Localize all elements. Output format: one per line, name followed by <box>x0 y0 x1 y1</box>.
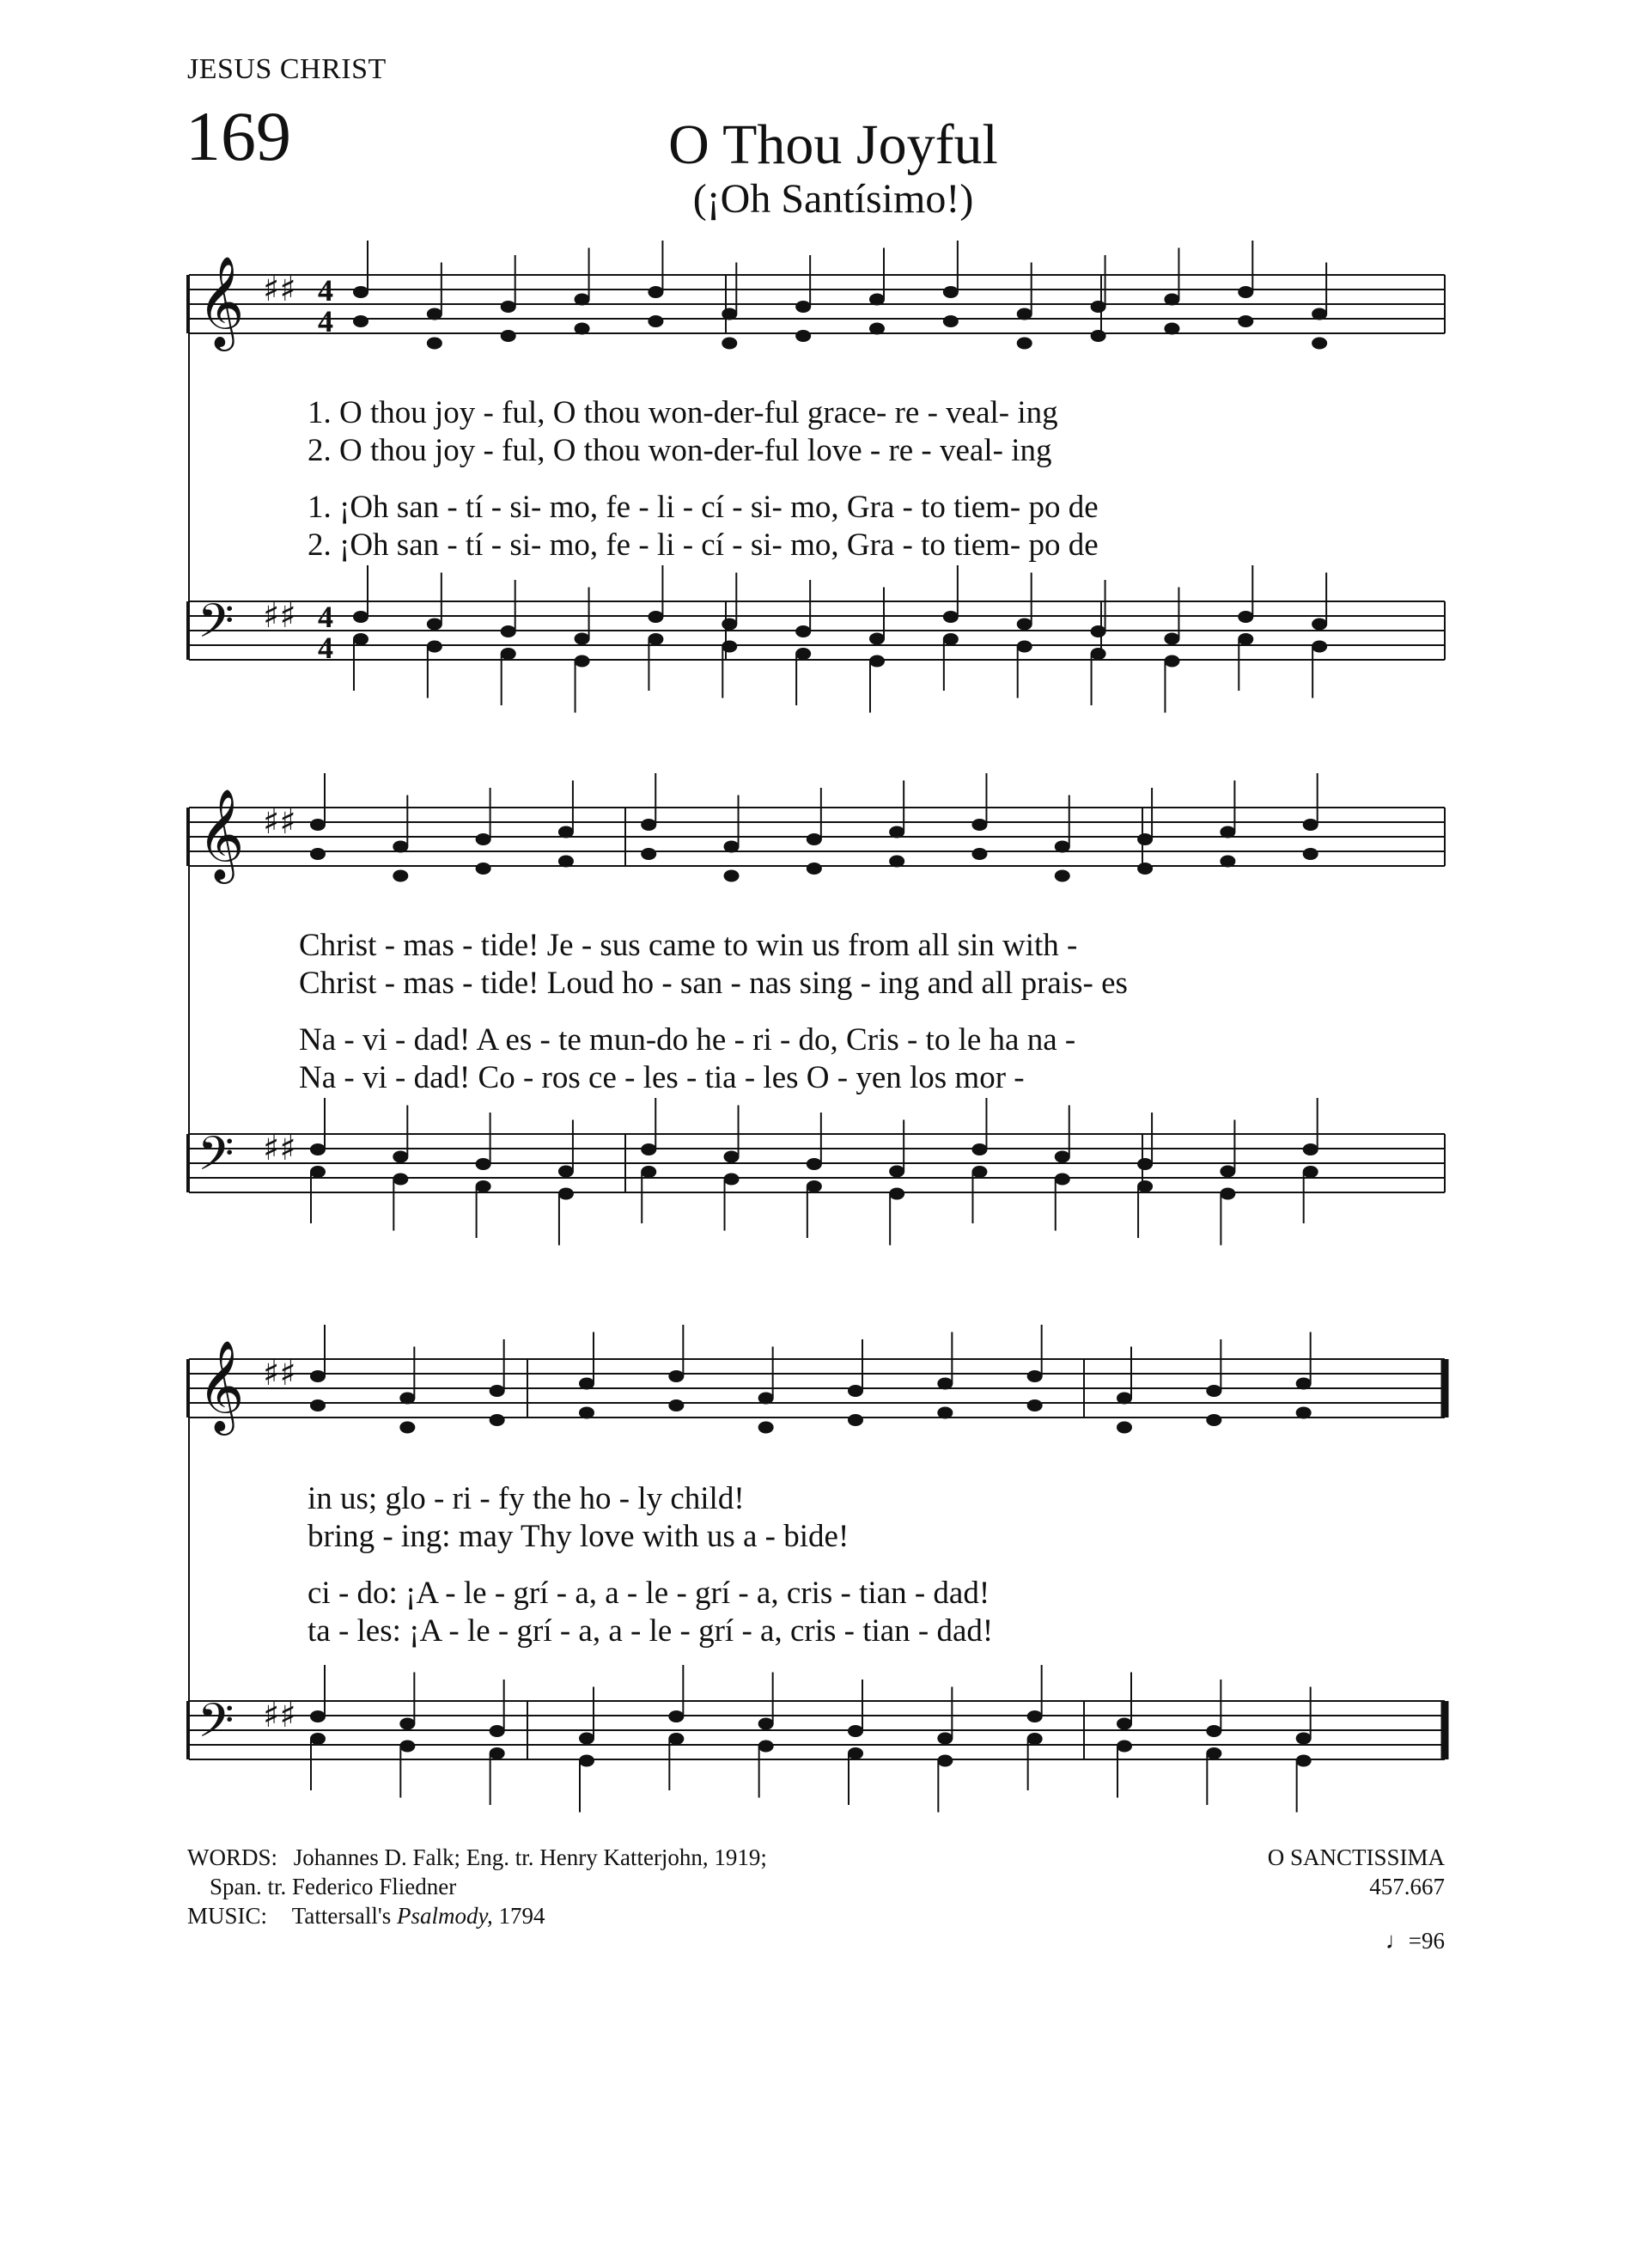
note-head <box>490 1725 505 1737</box>
treble-clef-icon: 𝄞 <box>198 788 245 880</box>
note-head <box>353 286 368 298</box>
note-head <box>1055 841 1070 853</box>
note-head <box>1117 1422 1132 1434</box>
note-head <box>668 1710 684 1722</box>
note-head <box>579 1733 594 1745</box>
note-head <box>971 1143 987 1155</box>
note-head <box>648 315 663 327</box>
note-head <box>807 833 822 845</box>
note-head <box>848 1747 863 1759</box>
note-head <box>937 1407 953 1419</box>
note-head <box>1091 301 1106 313</box>
lyric-line-english-3: Christ - mas - tide! Je - sus came to win us from all sin with - <box>299 928 1078 963</box>
note-head <box>1296 1733 1312 1745</box>
note-head <box>869 294 885 306</box>
note-head <box>869 633 885 645</box>
key-signature-icon: ♯♯ <box>263 1696 296 1735</box>
time-signature: 4 <box>318 600 333 634</box>
note-head <box>722 641 737 653</box>
note-head <box>1055 1174 1070 1186</box>
note-head <box>1238 611 1253 623</box>
treble-clef-icon: 𝄞 <box>198 1339 245 1431</box>
note-head <box>501 648 516 660</box>
note-head <box>310 1166 326 1178</box>
note-head <box>807 1180 822 1192</box>
note-head <box>399 1393 415 1405</box>
note-head <box>869 323 885 335</box>
note-head <box>869 655 885 668</box>
hymn-subtitle: (¡Oh Santísimo!) <box>692 176 974 222</box>
note-head <box>1164 655 1179 668</box>
key-signature-icon: ♯♯ <box>263 596 296 636</box>
note-head <box>795 301 811 313</box>
note-head <box>575 294 590 306</box>
note-head <box>393 1174 408 1186</box>
note-head <box>943 315 959 327</box>
note-head <box>476 863 491 875</box>
note-head <box>558 1188 574 1200</box>
note-head <box>641 819 656 831</box>
note-head <box>668 1399 684 1411</box>
note-head <box>724 870 740 882</box>
note-head <box>399 1741 415 1753</box>
note-head <box>795 648 811 660</box>
note-head <box>722 338 737 350</box>
note-head <box>310 1370 326 1382</box>
note-head <box>758 1718 774 1730</box>
note-head <box>575 323 590 335</box>
tune-name: O SANCTISSIMA <box>1267 1844 1445 1870</box>
lyric-line-english-5: in us; glo - ri - fy the ho - ly child! <box>308 1481 745 1516</box>
note-head <box>1137 1158 1153 1170</box>
note-head <box>558 1166 574 1178</box>
note-head <box>1137 863 1153 875</box>
note-head <box>1312 641 1327 653</box>
note-head <box>1303 819 1318 831</box>
note-head <box>668 1370 684 1382</box>
note-head <box>807 1158 822 1170</box>
note-head <box>937 1378 953 1390</box>
note-head <box>501 301 516 313</box>
note-head <box>1091 330 1106 342</box>
note-head <box>1137 833 1153 845</box>
note-head <box>971 848 987 860</box>
note-head <box>310 1399 326 1411</box>
note-head <box>758 1393 774 1405</box>
note-head <box>848 1725 863 1737</box>
note-head <box>1164 633 1179 645</box>
note-head <box>1027 1710 1043 1722</box>
note-head <box>1220 1188 1235 1200</box>
note-head <box>1027 1733 1043 1745</box>
note-head <box>476 833 491 845</box>
bass-clef-icon: 𝄢 <box>198 594 234 660</box>
note-head <box>427 641 442 653</box>
note-head <box>1312 308 1327 320</box>
key-signature-icon: ♯♯ <box>263 802 296 842</box>
note-head <box>575 655 590 668</box>
note-head <box>1117 1741 1132 1753</box>
note-head <box>1220 1166 1235 1178</box>
note-head <box>1303 848 1318 860</box>
music-credit-title: Psalmody, <box>396 1903 493 1929</box>
note-head <box>558 856 574 868</box>
note-head <box>1206 1747 1221 1759</box>
treble-clef-icon: 𝄞 <box>198 255 245 347</box>
words-credit-line2: Span. tr. Federico Fliedner <box>210 1874 457 1899</box>
tempo-value: =96 <box>1408 1928 1445 1954</box>
note-head <box>795 625 811 637</box>
lyric-line-spanish-2: 2. ¡Oh san - tí - si- mo, fe - li - cí - si- mo, Gra - to tiem- po de <box>308 527 1099 563</box>
note-head <box>848 1385 863 1397</box>
note-head <box>1312 619 1327 631</box>
note-head <box>575 633 590 645</box>
lyric-line-english-1: 1. O thou joy - ful, O thou won-der-ful grace- re - veal- ing <box>308 395 1058 430</box>
note-head <box>1220 856 1235 868</box>
note-head <box>310 1143 326 1155</box>
key-signature-icon: ♯♯ <box>263 1354 296 1393</box>
note-head <box>1017 641 1032 653</box>
note-head <box>943 286 959 298</box>
note-head <box>641 848 656 860</box>
lyric-line-english-4: Christ - mas - tide! Loud ho - san - nas sing - ing and all prais- es <box>299 966 1128 1001</box>
note-head <box>393 841 408 853</box>
note-head <box>889 826 904 838</box>
note-head <box>848 1414 863 1426</box>
note-head <box>579 1755 594 1767</box>
words-label: WORDS: <box>187 1844 278 1870</box>
time-signature: 4 <box>318 273 333 308</box>
note-head <box>668 1733 684 1745</box>
note-head <box>722 619 737 631</box>
meter: 457.667 <box>1369 1874 1445 1899</box>
quarter-note-icon: ♩ <box>1385 1928 1409 1954</box>
note-head <box>1220 826 1235 838</box>
note-head <box>579 1407 594 1419</box>
note-head <box>1164 294 1179 306</box>
note-head <box>641 1143 656 1155</box>
tempo-marking <box>1374 1928 1445 1954</box>
note-head <box>641 1166 656 1178</box>
lyric-line-spanish-1: 1. ¡Oh san - tí - si- mo, fe - li - cí - si- mo, Gra - to tiem- po de <box>308 490 1099 525</box>
note-head <box>971 1166 987 1178</box>
note-head <box>1238 315 1253 327</box>
note-head <box>393 870 408 882</box>
lyric-line-spanish-6: ta - les: ¡A - le - grí - a, a - le - grí - a, cris - tian - dad! <box>308 1613 994 1649</box>
note-head <box>648 633 663 645</box>
note-head <box>889 856 904 868</box>
music-credit-year: 1794 <box>492 1903 545 1929</box>
note-head <box>1091 648 1106 660</box>
note-head <box>399 1422 415 1434</box>
bass-clef-icon: 𝄢 <box>198 1693 234 1759</box>
bass-clef-icon: 𝄢 <box>198 1126 234 1192</box>
note-head <box>501 330 516 342</box>
note-head <box>1206 1414 1221 1426</box>
note-head <box>1055 870 1070 882</box>
note-head <box>579 1378 594 1390</box>
note-head <box>427 338 442 350</box>
note-head <box>648 286 663 298</box>
note-head <box>476 1180 491 1192</box>
note-head <box>937 1755 953 1767</box>
note-head <box>724 1151 740 1163</box>
note-head <box>1027 1399 1043 1411</box>
key-signature-icon: ♯♯ <box>263 1129 296 1168</box>
note-head <box>1303 1143 1318 1155</box>
note-head <box>1091 625 1106 637</box>
note-head <box>1137 1180 1153 1192</box>
note-head <box>722 308 737 320</box>
note-head <box>1303 1166 1318 1178</box>
time-signature: 4 <box>318 304 333 338</box>
note-head <box>501 625 516 637</box>
note-head <box>1238 633 1253 645</box>
credits-words <box>187 1844 767 1873</box>
note-head <box>310 819 326 831</box>
note-head <box>393 1151 408 1163</box>
note-head <box>943 611 959 623</box>
note-head <box>1296 1755 1312 1767</box>
note-head <box>1238 286 1253 298</box>
note-head <box>758 1422 774 1434</box>
note-head <box>648 611 663 623</box>
note-head <box>1206 1385 1221 1397</box>
key-signature-icon: ♯♯ <box>263 270 296 309</box>
music-label: MUSIC: <box>187 1903 268 1929</box>
music-credit-text: Tattersall's <box>291 1903 397 1929</box>
note-head <box>476 1158 491 1170</box>
note-head <box>427 619 442 631</box>
note-head <box>1027 1370 1043 1382</box>
hymn-number: 169 <box>186 97 291 175</box>
note-head <box>795 330 811 342</box>
hymn-title: O Thou Joyful <box>668 113 998 176</box>
note-head <box>1312 338 1327 350</box>
note-head <box>490 1747 505 1759</box>
credits-music <box>187 1902 545 1931</box>
lyric-line-english-6: bring - ing: may Thy love with us a - bide! <box>308 1519 849 1554</box>
note-head <box>943 633 959 645</box>
note-head <box>1117 1393 1132 1405</box>
note-head <box>724 1174 740 1186</box>
section-label: JESUS CHRIST <box>187 53 387 85</box>
lyric-line-english-2: 2. O thou joy - ful, O thou won-der-ful love - re - veal- ing <box>308 433 1052 468</box>
note-head <box>758 1741 774 1753</box>
note-head <box>1017 338 1032 350</box>
note-head <box>724 841 740 853</box>
note-head <box>889 1188 904 1200</box>
note-head <box>490 1414 505 1426</box>
note-head <box>807 863 822 875</box>
note-head <box>310 1710 326 1722</box>
note-head <box>1017 619 1032 631</box>
lyric-line-spanish-4: Na - vi - dad! Co - ros ce - les - tia - les O - yen los mor - <box>299 1060 1025 1095</box>
note-head <box>353 611 368 623</box>
note-head <box>1296 1378 1312 1390</box>
time-signature: 4 <box>318 631 333 665</box>
note-head <box>1296 1407 1312 1419</box>
words-credit: Johannes D. Falk; Eng. tr. Henry Katterjohn, 1919; <box>293 1844 767 1870</box>
note-head <box>971 819 987 831</box>
note-head <box>427 308 442 320</box>
note-head <box>1164 323 1179 335</box>
lyric-line-spanish-5: ci - do: ¡A - le - grí - a, a - le - grí - a, cris - tian - dad! <box>308 1576 990 1611</box>
music-credit <box>292 1903 545 1929</box>
note-head <box>310 1733 326 1745</box>
note-head <box>310 848 326 860</box>
note-head <box>1055 1151 1070 1163</box>
note-head <box>353 633 368 645</box>
note-head <box>1117 1718 1132 1730</box>
note-head <box>889 1166 904 1178</box>
note-head <box>490 1385 505 1397</box>
note-head <box>353 315 368 327</box>
note-head <box>399 1718 415 1730</box>
note-head <box>937 1733 953 1745</box>
note-head <box>558 826 574 838</box>
lyric-line-spanish-3: Na - vi - dad! A es - te mun-do he - ri - do, Cris - to le ha na - <box>299 1022 1076 1058</box>
note-head <box>1017 308 1032 320</box>
note-head <box>1206 1725 1221 1737</box>
